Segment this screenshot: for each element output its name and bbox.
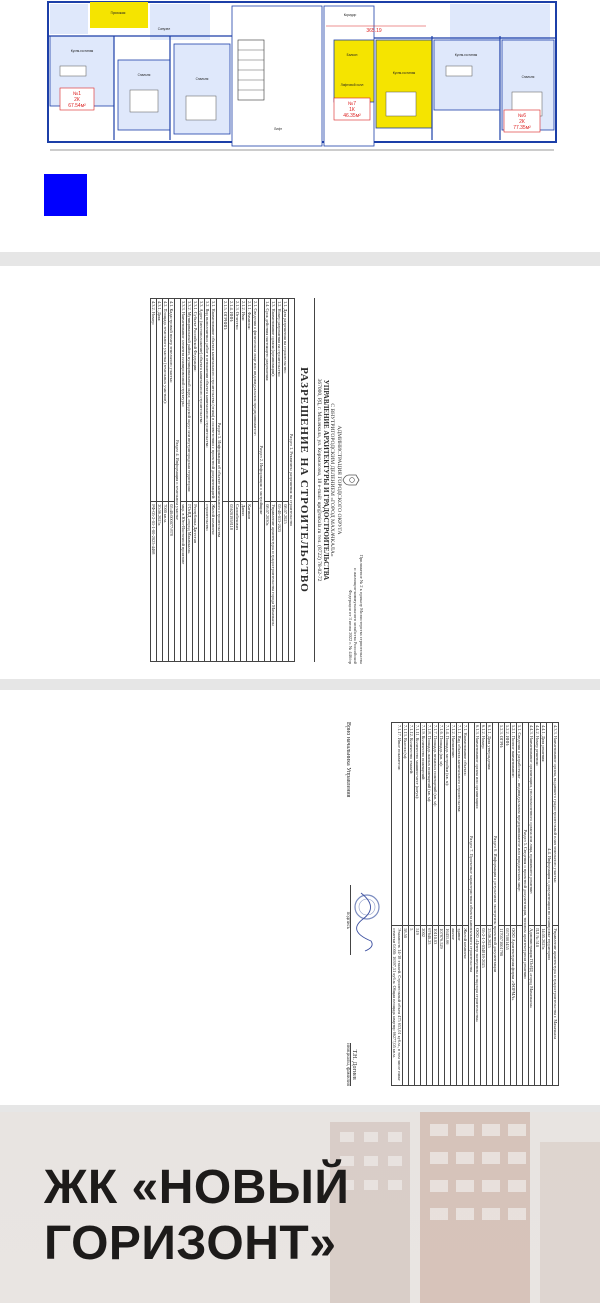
plan-dimension: 365.19 [366,28,382,34]
header-admin-2: С ВНУТРИГОРОДСКИМ ДЕЛЕНИЕМ «ГОРОД МАХАЧКАЛА» [329,403,336,557]
table-row [445,723,451,1086]
field-value: 0571001455 [505,926,511,1086]
field-label: 2.1.4. ИНН: [229,299,235,502]
field-value: Данил [241,502,247,662]
project-title-line-1: ЖК «НОВЫЙ [44,1161,350,1214]
apt-6-area: 77.35м² [513,125,531,131]
project-banner [0,1112,600,1303]
floor-plan-drawing [46,0,558,158]
room-label-bathroom: Санузел [157,27,171,31]
signature-icon [353,885,381,955]
project-title-line-2: ГОРИЗОНТ» [44,1217,337,1270]
field-label: 6.1.1. Дата утверждения: [487,723,493,926]
field-value: 67640.25 [427,926,433,1086]
room-label-balcony: Балкон [346,53,358,57]
table-row [199,299,205,662]
table-row [409,723,415,1086]
table-row [523,723,529,1086]
table-row [259,299,265,662]
field-label: 4.3.2. Номер: [151,299,157,502]
header-address: 367000, РД, г. Махачкала, ул. Коркмасова, 18 e-mail: upr@mkala.ru тел. (8722) 78-02-72 [314,298,323,662]
room-label-bedroom-3: Спальня [521,75,535,79]
field-label: 3.2. Вид выполняемых работ в отношении объекта капитального строительства: [205,299,211,502]
signature-caption: подпись [345,885,351,955]
field-value: 05-2-1-3-034818-2025 [481,926,487,1086]
room-label-corridor: Коридор [343,13,357,17]
field-value: мкр. в Юго-Восточной промзоне [181,502,187,662]
table-row [439,723,445,1086]
table-row [487,723,493,1086]
field-value: 14.05.2025г. [541,926,547,1086]
field-value [223,502,229,662]
table-row [217,299,223,662]
field-value [517,926,523,1086]
table-row [511,723,517,1086]
table-row [541,723,547,1086]
table-row [421,723,427,1086]
field-label: 3.3.1. Субъект Российской Федерации: [193,299,199,502]
field-value: ООО Архитектурная фирма «ФОРМА» [511,926,517,1086]
field-value [253,502,259,662]
table-row [481,723,487,1086]
field-label: 3.3. Адрес (местоположение) объекта капитального строительства: [199,299,205,502]
room-label-lift: Лифт [274,127,282,131]
table-row [535,723,541,1086]
apt-7-rooms: 1К [349,107,355,113]
apt-1-rooms: 2К [74,97,80,103]
document-title: РАЗРЕШЕНИЕ НА СТРОИТЕЛЬСТВО [298,367,310,593]
field-label: 4.3.1. Дата: [157,299,163,502]
annex-table [391,722,559,1086]
field-label: 7.1.1. Вид объекта капитального строительства: [457,723,463,926]
permit-document [56,290,368,679]
table-row [175,299,181,662]
room-label-kitchen-2: Кухня-гостиная [392,71,416,75]
room-label-hall: Прихожая [110,11,126,15]
field-label: 1.1. Дата разрешения на строительство: [283,299,289,502]
approval-note: Приложение № 2 к приказу Министерства строительства и жилищно-коммунального хозяйства Российской Федерации от 3 июня 2022 г. № 446/пр [348,554,364,664]
table-row [547,723,553,1086]
table-row [403,723,409,1086]
table-row [433,723,439,1086]
table-row [451,723,457,1086]
apt-1-number: №1 [72,91,82,97]
table-row [157,299,163,662]
table-row [283,299,289,662]
section-heading: Раздел 7. Проектные характеристики объекта капитального строительства [469,723,475,1086]
table-row [235,299,241,662]
header-department: УПРАВЛЕНИЕ АРХИТЕКТУРЫ И ГРАДОСТРОИТЕЛЬСТВА [322,379,330,581]
field-value: 08.07.2030г. [265,502,271,662]
signatory-name: Т.Н. Догиев [351,1049,357,1080]
field-label: 7.1.6. Площадь (кв. м): [439,723,445,926]
field-value: ПЛ № 510 [535,926,541,1086]
table-row [181,299,187,662]
table-row [277,299,283,662]
table-row [517,723,523,1086]
field-label: 5.1. Сведения о разработчике – индивидуальном предпринимателе или юридическом лице: [517,723,523,926]
apt-1-area: 67.54м² [68,103,86,109]
field-value: РФ-05-2-01-1-00-2025-4468 [151,502,157,662]
field-label: 6.1.2. Номер: [481,723,487,926]
field-label: 2.1.1. Фамилия: [247,299,253,502]
table-row [223,299,229,662]
section-heading: 4.4. Информация о документации по планировке территории [547,723,553,1086]
field-value: ГОсВД «город Махачкала» [187,502,193,662]
field-label: 5.2.1. Полное наименование: [511,723,517,926]
field-value: Управление архитектуры и градостроительства города Махачкалы [271,502,277,662]
apt-7-area: 46.35м² [343,113,361,119]
field-value: строительство [205,502,211,662]
table-row [163,299,169,662]
table-row [187,299,193,662]
section-heading: Раздел 2. Информация о застройщике [259,299,265,662]
permit-document-page [0,266,600,679]
field-label: 2.1.3. Отчество: [235,299,241,502]
field-label: 4.4.3. Наименование организации, уполномоченного органа или лица, принявшего решение: [529,723,535,926]
table-row [475,723,481,1086]
field-label: 7.1.4. Площадь застройки (кв. м): [445,723,451,926]
field-value: 25.06.2025 [487,926,493,1086]
field-value: 107876.529 [439,926,445,1086]
table-row [169,299,175,662]
table-row [151,299,157,662]
field-label: 7.1.7. Площадь нежилых помещений (кв. м): [433,723,439,926]
field-label: 7.1.13. Высота (м): [403,723,409,926]
section-heading: Раздел 1. Реквизиты разрешения на строительство [289,299,295,662]
field-value: 16431.66 [445,926,451,1086]
field-label: 4.4.2. Номер решения: [535,723,541,926]
field-value: Управление архитектуры и градостроительства г. Махачкала [553,926,559,1086]
table-row [427,723,433,1086]
room-label-bedroom-2: Спальня [195,77,209,81]
table-row [505,723,511,1086]
field-label: 7.1.8. Площадь жилых помещений (кв. м): [427,723,433,926]
room-label-kitchen: Кухня-гостиная [70,49,94,53]
field-value: здание [457,926,463,1086]
field-value: 7000 кв.м. [163,502,169,662]
field-label: 3.3.3. Наименование элемента планировочной структуры: [181,299,187,502]
field-value: 519 [415,926,421,1086]
field-label: 7.1.9. Количество помещений: [421,723,427,926]
table-row [247,299,253,662]
project-title [44,1160,349,1272]
field-label: 7.1.2. Назначение: [451,723,457,926]
table-row [529,723,535,1086]
field-label: 1.2. Номер разрешения на строительство: [277,299,283,502]
table-row [463,723,469,1086]
field-label: 2.1. Сведения о физическом лице или индивидуальном предпринимателе: [253,299,259,502]
field-value: жилое [451,926,457,1086]
field-value: Салихбекович [235,502,241,662]
coat-of-arms-icon [342,472,360,488]
name-caption: инициалы, фамилия [345,1043,350,1086]
field-label: 1.3. Наименование органа (организации): [271,299,277,502]
room-label-lift-hall: Лифтовой холл [340,83,364,87]
field-label: 2.1.2. Имя: [241,299,247,502]
field-value: Катиков [247,502,253,662]
field-label: 7.1.17. Иные показатели: [392,723,403,926]
table-row [241,299,247,662]
apt-7-number: №7 [347,101,357,107]
table-row [193,299,199,662]
field-label: 5.2.3. ОГРН: [499,723,505,926]
section-heading: Раздел 3. Информация об объекте капитального строительства [217,299,223,662]
field-label: 1.4. Срок действия настоящего разрешения: [265,299,271,502]
field-label: 3.1. Наименование объекта капитального строительства (этапа) в соответствии с проектной документацией: [211,299,217,502]
permit-annex-document [30,714,558,1105]
field-label: 7.1.11. Количество машино-мест (штук): [415,723,421,926]
room-label-bedroom: Спальня [137,73,151,77]
field-label: 4.4.1. Дата решения: [541,723,547,926]
apt-6-rooms: 2К [519,119,525,125]
field-value: 05:40:000077:878 [169,502,175,662]
field-value: 5 [409,926,415,1086]
table-row [271,299,277,662]
table-row [553,723,559,1086]
table-row [229,299,235,662]
permit-table [150,298,295,662]
field-value: 10110.03 [433,926,439,1086]
field-value: 056201958118 [229,502,235,662]
table-row [469,723,475,1086]
field-value: Жилой комплекс [463,926,469,1086]
section-heading: Раздел 5. Сведения о проектной документации, типовом архитектурном решении [523,723,529,1086]
table-row [205,299,211,662]
section-heading: Раздел 6. Информация о результатах экспертизы проектной документации [493,723,499,1086]
field-label: 2.1.5. ОГРНИП: [223,299,229,502]
apt-6-number: №6 [517,113,527,119]
field-value: ООО «Центр экспертизы и надзора строительства» [475,926,481,1086]
table-row [493,723,499,1086]
field-label: 3.3.2. Муниципальный район, муниципальный округ, городской округ или внутригородская территория: [187,299,193,502]
field-label: 6.1.3. Наименование органа или организации: [475,723,481,926]
permit-annex-page [0,690,600,1105]
table-row [289,299,295,662]
field-value: Этажность 14-18 этажей. Строительный объем 475 653,01 куб.м., в том числе ниже отметки 0.000: 16397,51 куб.м. Общая площадь квартир 66277,05 кв.м. [392,926,403,1086]
field-label: 4.1. Кадастровый номер земельного участка: [169,299,175,502]
field-label: 5.2.2. ИНН: [505,723,511,926]
table-row [265,299,271,662]
section-heading: Раздел 4. Информация о земельном участке [175,299,181,662]
table-row [253,299,259,662]
table-row [415,723,421,1086]
field-label: 7.1.12. Количество этажей: [409,723,415,926]
table-row [211,299,217,662]
field-value: Республика Дагестан [193,502,199,662]
header-admin: АДМИНИСТРАЦИЯ ГОРОДСКОГО ОКРУГА [336,425,342,535]
field-value: 20.06.2025г. [157,502,163,662]
field-value: Администрация ГОсВД «город Махачкала» [529,926,535,1086]
table-row [392,723,403,1086]
room-label-kitchen-3: Кухня-гостиная [454,53,478,57]
field-value: 2002 [421,926,427,1086]
signatory-title: Врио начальника Управления [345,722,351,798]
field-value: 58.50 [403,926,409,1086]
legend-color-swatch [44,174,87,216]
field-value: 05-40-013-2025 [277,502,283,662]
field-value: Жилой комплекс [211,502,217,662]
field-label: 7.1. Наименование объекта: [463,723,469,926]
table-row [457,723,463,1086]
table-row [499,723,505,1086]
field-value: 1170571001790 [499,926,505,1086]
field-value: 08.07.2025 [283,502,289,662]
field-label: 4.3.3. Наименование органа, выдавшего градостроительный план земельного участка: [553,723,559,926]
field-value [199,502,205,662]
floor-plan-page [0,0,600,252]
field-label: 4.2. Площадь земельного участка (земельных участков): [163,299,169,502]
